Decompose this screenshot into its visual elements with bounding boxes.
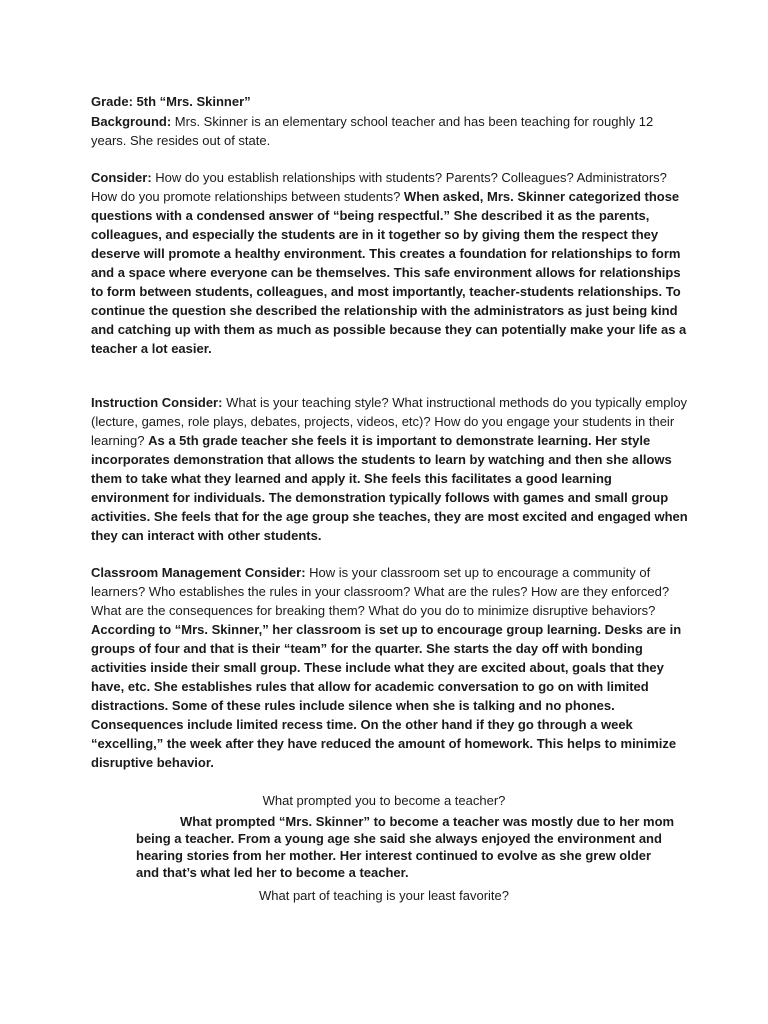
consider-question: How do you establish relationships with students? Parents? Colleagues? Administrators? How do you promote relationships between students? <box>91 170 667 204</box>
classroom-answer: According to “Mrs. Skinner,” her classroom is set up to encourage group learning. Desks are in groups of four and that is their “team” for the quarter. She starts the day off with bonding activities inside their small group. These include what they are excited about, goals that they have, etc. She establishes rules that allow for academic conversation to go on with limited distractions. Some of these rules include silence when she is talking and no phones. Consequences include limited recess time. On the other hand if they go through a week “excelling,” the week after they have reduced the amount of homework. This helps to minimize disruptive behavior. <box>91 622 682 770</box>
question-least-favorite: What part of teaching is your least favorite? <box>258 888 509 903</box>
classroom-paragraph <box>91 563 691 772</box>
grade-heading <box>91 92 691 111</box>
grade-line: Grade: 5th “Mrs. Skinner” <box>91 94 251 109</box>
consider-label: Consider: <box>91 170 152 185</box>
consider-answer: When asked, Mrs. Skinner categorized those questions with a condensed answer of “being respectful.” She described it as the parents, colleagues, and especially the students are in it together so by giving them the respect they deserve will promote a healthy environment. This creates a foundation for relationships to form and a space where everyone can be themselves. This safe environment allows for relationships to form between students, colleagues, and most importantly, teacher-students relationships. To continue the question she described the relationship with the administrators as just being kind and catching up with them as much as possible because they can potentially make your life as a teacher a lot easier. <box>91 189 687 356</box>
instruction-label: Instruction Consider: <box>91 395 223 410</box>
classroom-question: How is your classroom set up to encourage a community of learners? Who establishes the rules in your classroom? What are the rules? How are they enforced? What are the consequences for breaking them? What do you do to minimize disruptive behaviors? <box>91 565 670 618</box>
answer-become-teacher: What prompted “Mrs. Skinner” to become a teacher was mostly due to her mom being a teacher. From a young age she said she always enjoyed the environment and hearing stories from her mother. Her interest continued to evolve as she grew older and that’s what led her to become a teacher. <box>136 814 675 880</box>
instruction-paragraph <box>91 393 691 545</box>
classroom-label: Classroom Management Consider: <box>91 565 306 580</box>
instruction-question: What is your teaching style? What instructional methods do you typically employ (lecture, games, role plays, debates, projects, videos, etc)? How do you engage your students in their learning? <box>91 395 688 448</box>
question-become-teacher: What prompted you to become a teacher? <box>262 793 506 808</box>
background-label: Background: <box>91 114 172 129</box>
background-text: Mrs. Skinner is an elementary school teacher and has been teaching for roughly 12 years. She resides out of state. <box>91 114 654 148</box>
instruction-answer: As a 5th grade teacher she feels it is important to demonstrate learning. Her style incorporates demonstration that allows the students to learn by watching and then she allows them to take what they learned and apply it. She feels this facilitates a good learning environment for individuals. The demonstration typically follows with games and small group activities. She feels that for the age group she teaches, they are most excited and engaged when they can interact with other students. <box>91 433 688 543</box>
background-paragraph <box>91 112 691 150</box>
consider-paragraph <box>91 168 691 358</box>
